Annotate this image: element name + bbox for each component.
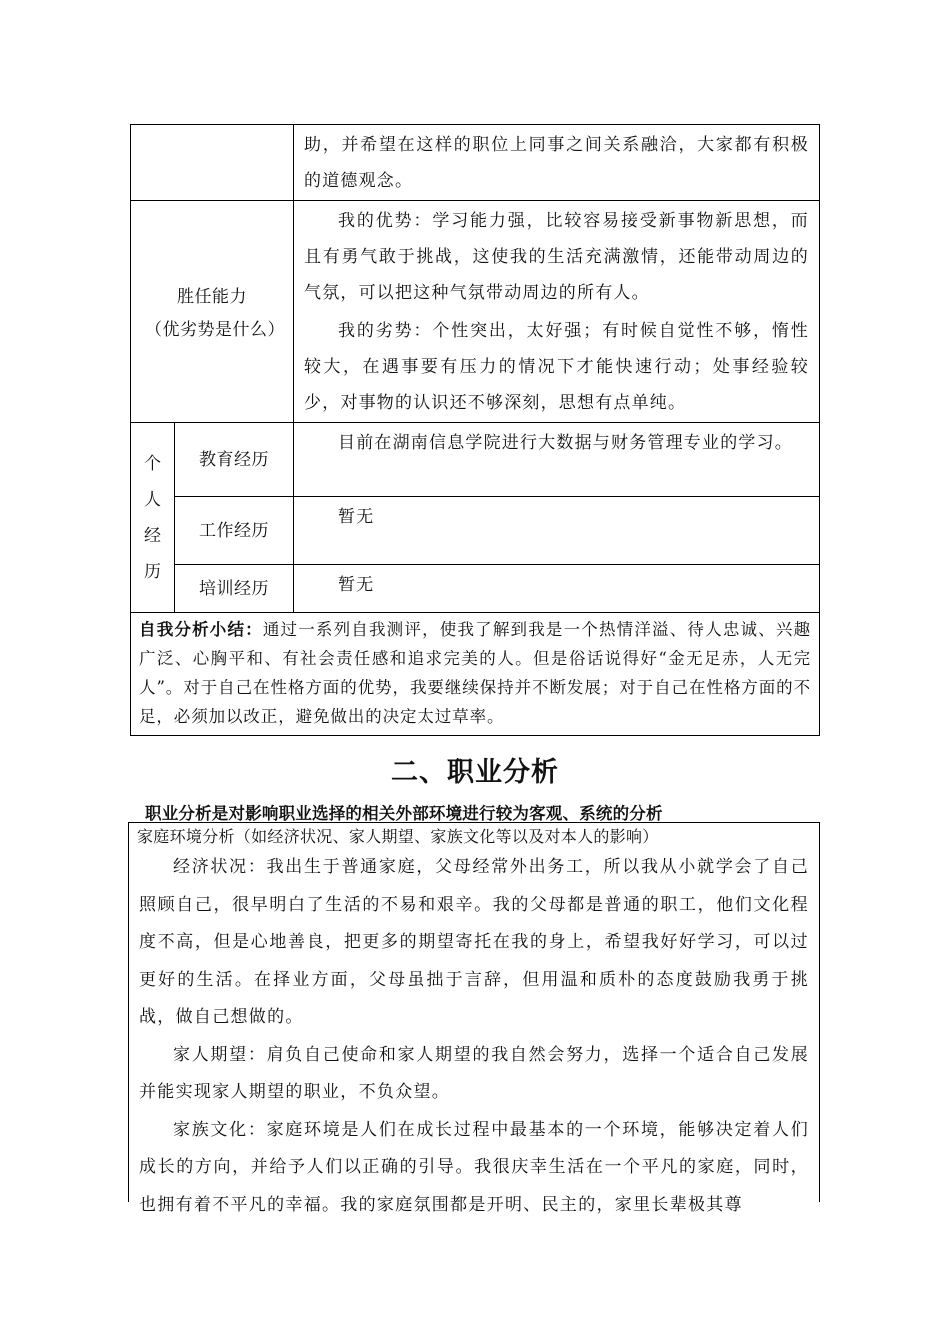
summary-text: 通过一系列自我测评，使我了解到我是一个热情洋溢、待人忠诚、兴趣广泛、心胸平和、有社会责任感和追求完美的人。但是俗话说得好“金无足赤，人无完人”。对于自己在性格方面的优势，我要继续保持并不断发展；对于自己在性格方面的不足，必须加以改正，避免做出的决定太过草率。 <box>139 620 811 726</box>
personal-experience-label <box>131 423 175 613</box>
education-text: 目前在湖南信息学院进行大数据与财务管理专业的学习。 <box>338 433 793 453</box>
training-label: 培训经历 <box>175 565 294 613</box>
strengths-text: 我的优势：学习能力强，比较容易接受新事物新思想，而且有勇气敢于挑战，这使我的生活充满激情，还能带动周边的气氛，可以把这种气氛带动周边的所有人。 <box>304 211 809 303</box>
row1-text: 助，并希望在这样的职位上同事之间关系融洽，大家都有积极的道德观念。 <box>304 135 809 191</box>
work-label: 工作经历 <box>175 497 294 565</box>
family-environment-header: 家庭环境分析（如经济状况、家人期望、家族文化等以及对本人的影响） <box>137 827 659 846</box>
competence-sublabel: （优劣势是什么） <box>145 319 285 340</box>
vert-char: 个 <box>144 453 161 474</box>
family-expectation-paragraph: 家人期望：肩负自己使命和家人期望的我自然会努力，选择一个适合自己发展并能实现家人期望的职业，不负众望。 <box>139 1044 809 1102</box>
work-text-cell <box>294 497 820 565</box>
summary-label: 自我分析小结： <box>139 620 263 639</box>
education-text-cell <box>294 423 820 497</box>
competence-label: 胜任能力 <box>177 286 247 307</box>
summary-cell <box>131 613 820 736</box>
family-environment-box <box>128 822 820 1215</box>
vert-char: 人 <box>144 489 161 510</box>
training-text: 暂无 <box>338 575 375 595</box>
section-title: 二、职业分析 <box>391 757 559 788</box>
vert-char: 历 <box>144 561 161 582</box>
economic-paragraph: 经济状况：我出生于普通家庭，父母经常外出务工，所以我从小就学会了自己照顾自己，很早明白了生活的不易和艰辛。我的父母都是普通的职工，他们文化程度不高，但是心地善良，把更多的期望寄托在我的身上，希望我好好学习，可以过更好的生活。在择业方面，父母虽拙于言辞，但用温和质朴的态度鼓励我勇于挑战，做自己想做的。 <box>139 857 809 1027</box>
weaknesses-text: 我的劣势：个性突出，太好强；有时候自觉性不够，惰性较大，在遇事要有压力的情况下才能快速行动；处事经验较少，对事物的认识还不够深刻，思想有点单纯。 <box>304 321 809 413</box>
training-text-cell <box>294 565 820 613</box>
row1-label-cell <box>131 125 294 201</box>
competence-label-cell <box>131 201 294 423</box>
family-culture-paragraph: 家族文化：家庭环境是人们在成长过程中最基本的一个环境，能够决定着人们成长的方向，并给予人们以正确的引导。我很庆幸生活在一个平凡的家庭，同时，也拥有着不平凡的幸福。我的家庭氛围都是开明、民主的，家里长辈极其尊 <box>139 1119 809 1215</box>
vert-char: 经 <box>144 525 161 546</box>
work-text: 暂无 <box>338 507 375 527</box>
education-label: 教育经历 <box>175 423 294 497</box>
section-subtitle: 职业分析是对影响职业选择的相关外部环境进行较为客观、系统的分析 <box>145 804 663 823</box>
summary-paragraph <box>131 613 819 735</box>
row1-text-cell <box>294 125 820 201</box>
self-analysis-table <box>130 124 820 736</box>
competence-text-cell <box>294 201 820 423</box>
